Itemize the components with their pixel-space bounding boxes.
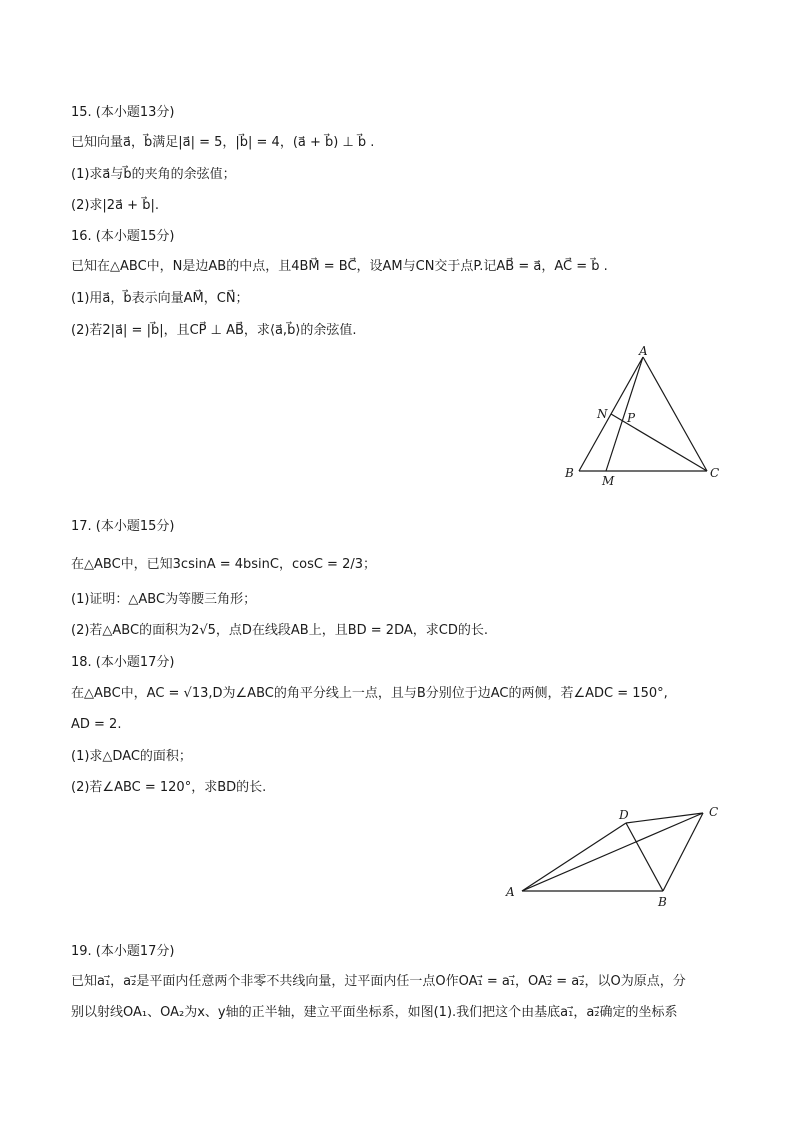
label-m: M: [602, 474, 615, 488]
problem-19-statement: 已知a₁⃗，a₂⃗是平面内任意两个非零不共线向量，过平面内任一点O作OA₁⃗ = a₁⃗，OA₂⃗ = a₂⃗，以O为原点，分: [71, 974, 686, 989]
label-b: B: [658, 895, 667, 909]
problem-16-part-2: (2)若2|a⃗| = |b⃗|，且CP⃗ ⊥ AB⃗，求⟨a⃗,b⃗⟩的余弦值.: [71, 323, 357, 338]
triangle-abc-figure: [555, 340, 735, 490]
problem-19-statement-cont: 别以射线OA₁、OA₂为x、y轴的正半轴，建立平面坐标系，如图(1).我们把这个由基底a₁⃗，a₂⃗确定的坐标系: [71, 1005, 678, 1020]
label-d: D: [619, 808, 629, 822]
problem-18-part-2: (2)若∠ABC = 120°，求BD的长.: [71, 780, 267, 795]
label-a: A: [639, 344, 648, 358]
segment-ad: [522, 823, 626, 891]
problem-17-statement: 在△ABC中，已知3csinA = 4bsinC，cosC = 2/3；: [71, 557, 377, 572]
label-n: N: [597, 407, 608, 421]
problem-18-statement: 在△ABC中，AC = √13,D为∠ABC的角平分线上一点，且与B分别位于边AC的两侧，若∠ADC = 150°,: [71, 686, 668, 701]
quadrilateral-abcd-figure: [495, 800, 735, 915]
label-b: B: [565, 466, 574, 480]
problem-18-statement-cont: AD = 2.: [71, 717, 122, 732]
problem-16-part-1: (1)用a⃗，b⃗表示向量AM⃗，CN⃗；: [71, 291, 249, 306]
problem-16-header: 16. (本小题15分): [71, 229, 175, 244]
problem-17-header: 17. (本小题15分): [71, 519, 175, 534]
segment-bc: [663, 813, 703, 891]
label-c: C: [709, 805, 719, 819]
segment-cn: [611, 414, 707, 471]
problem-19-header: 19. (本小题17分): [71, 944, 175, 959]
problem-15-part-1: (1)求a⃗与b⃗的夹角的余弦值；: [71, 167, 236, 182]
segment-ac: [522, 813, 703, 891]
problem-17-part-1: (1)证明：△ABC为等腰三角形；: [71, 592, 257, 607]
problem-17-part-2: (2)若△ABC的面积为2√5，点D在线段AB上，且BD = 2DA，求CD的长.: [71, 623, 488, 638]
segment-ac: [643, 357, 707, 471]
problem-18-header: 18. (本小题17分): [71, 655, 175, 670]
label-c: C: [710, 466, 720, 480]
problem-16-statement: 已知在△ABC中，N是边AB的中点，且4BM⃗ = BC⃗，设AM与CN交于点P.记AB⃗ = a⃗，AC⃗ = b⃗ .: [71, 259, 608, 274]
problem-15-part-2: (2)求|2a⃗ + b⃗|.: [71, 198, 159, 213]
label-p: P: [627, 411, 636, 425]
label-a: A: [506, 885, 515, 899]
problem-18-part-1: (1)求△DAC的面积；: [71, 749, 192, 764]
problem-15-statement: 已知向量a⃗，b⃗满足|a⃗| = 5，|b⃗| = 4，(a⃗ + b⃗) ⊥ b⃗ .: [71, 135, 375, 150]
problem-15-header: 15. (本小题13分): [71, 105, 175, 120]
